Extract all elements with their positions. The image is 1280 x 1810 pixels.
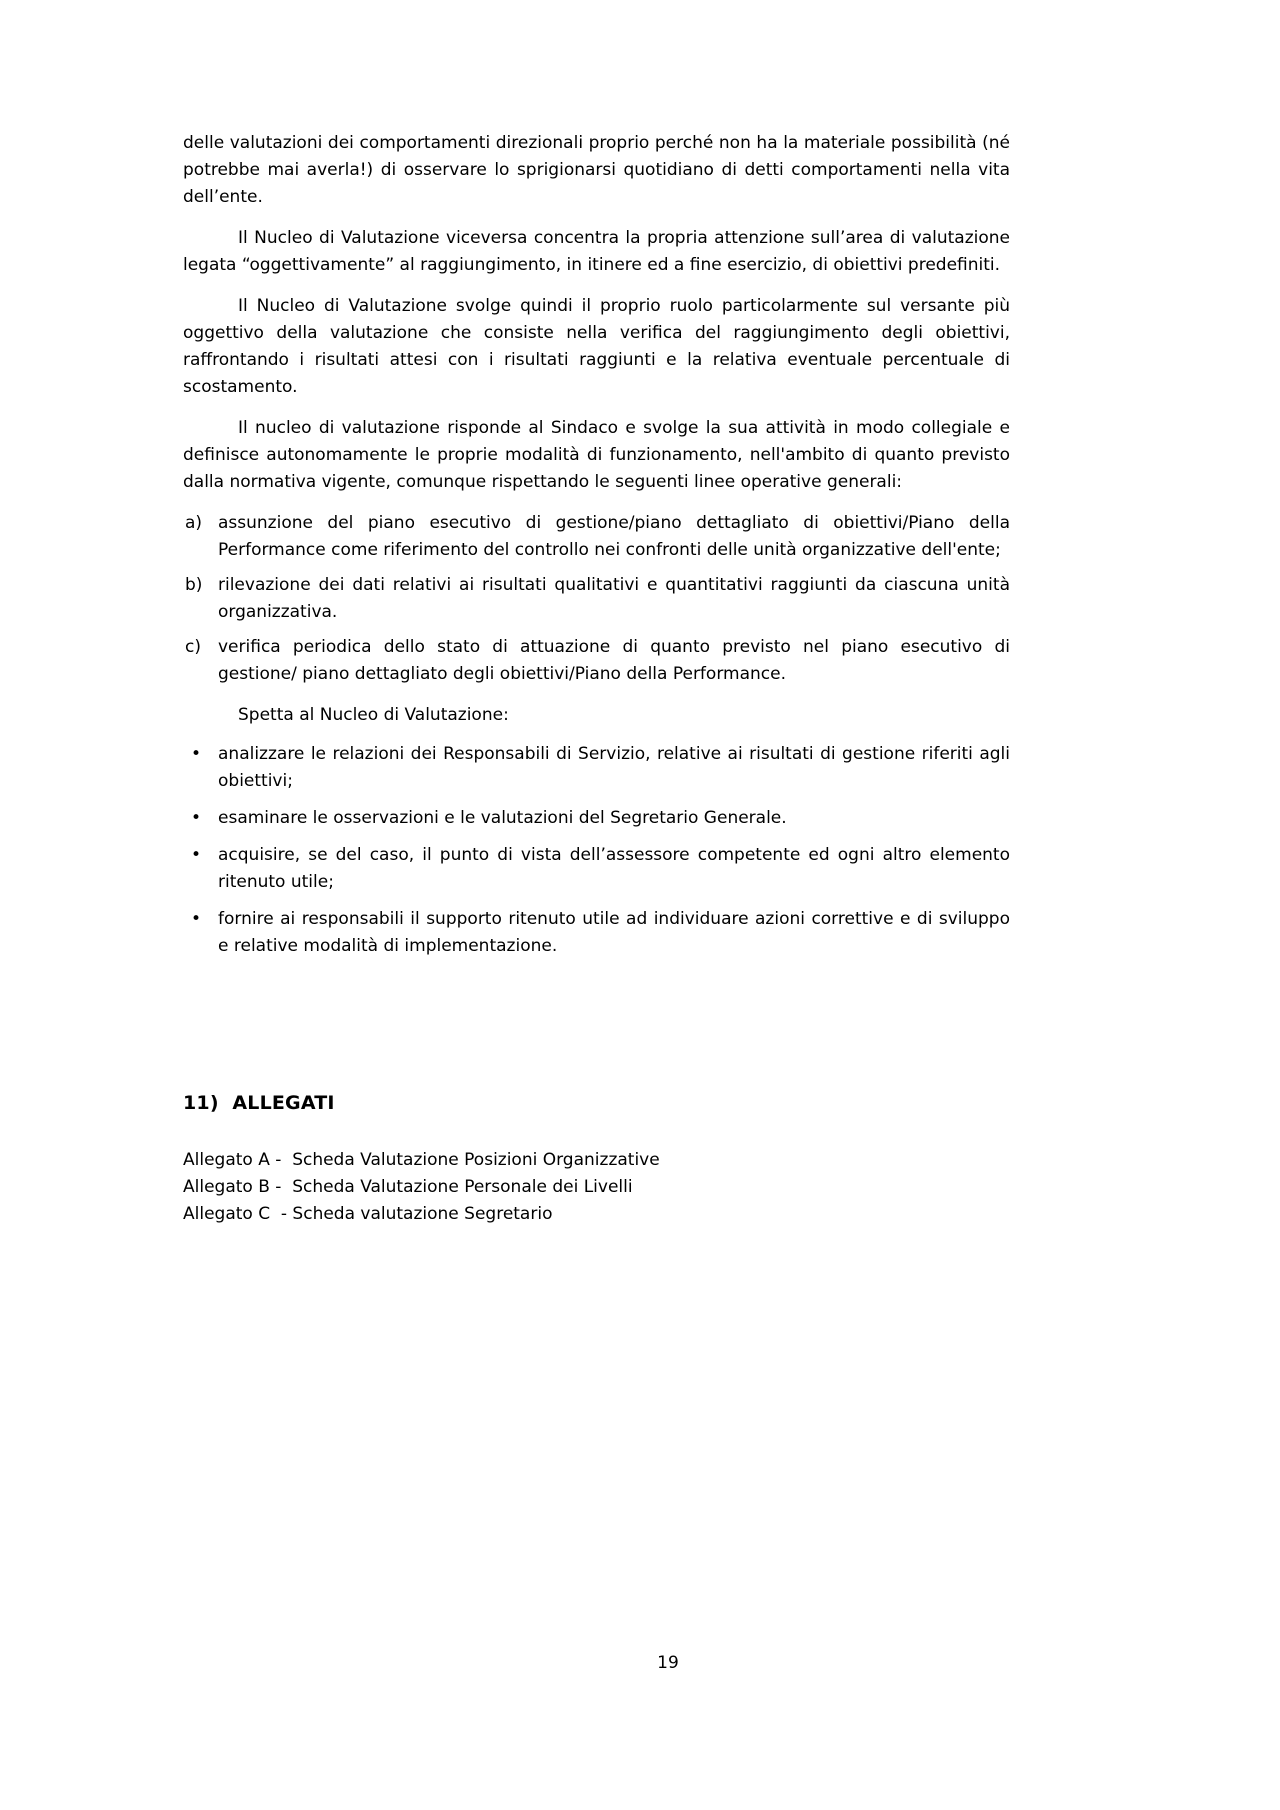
bullet-icon: • (191, 909, 202, 929)
bullet-item-fornire-text: fornire ai responsabili il supporto ritenuto utile ad individuare azioni correttive e di sviluppo e relative modalità di implementazione. (218, 909, 1010, 956)
attachments-list (183, 1147, 1010, 1228)
list-item-a-text: assunzione del piano esecutivo di gestione/piano dettagliato di obiettivi/Piano della Performance come riferimento del controllo nei confronti delle unità organizzative dell'ente; (218, 513, 1010, 560)
bullet-list (183, 741, 1010, 960)
list-item-b-text: rilevazione dei dati relativi ai risultati qualitativi e quantitativi raggiunti da ciascuna unità organizzativa. (218, 575, 1010, 622)
bullet-icon: • (191, 845, 202, 865)
document-body (183, 130, 1010, 1228)
page-number: 19 (657, 1653, 679, 1673)
list-item-c (183, 634, 1010, 688)
bullet-item-analizzare-text: analizzare le relazioni dei Responsabili di Servizio, relative ai risultati di gestione riferiti agli obiettivi; (218, 744, 1010, 791)
list-marker-a: a) (185, 513, 203, 533)
attachment-b: Allegato B - Scheda Valutazione Personale dei Livelli (183, 1177, 633, 1197)
list-item-c-text: verifica periodica dello stato di attuazione di quanto previsto nel piano esecutivo di gestione/ piano dettagliato degli obiettivi/Piano della Performance. (218, 637, 1010, 684)
bullet-item-fornire (183, 906, 1010, 960)
list-marker-b: b) (185, 575, 203, 595)
attachment-c: Allegato C - Scheda valutazione Segretario (183, 1204, 553, 1224)
list-item-a (183, 510, 1010, 564)
lettered-list (183, 510, 1010, 688)
bullet-icon: • (191, 808, 202, 828)
bullet-item-acquisire (183, 842, 1010, 896)
paragraph-nucleo-viceversa: Il Nucleo di Valutazione viceversa concentra la propria attenzione sull’area di valutazione legata “oggettivamente” al raggiungimento, in itinere ed a fine esercizio, di obiettivi predefiniti. (183, 228, 1010, 275)
paragraph-continuation: delle valutazioni dei comportamenti direzionali proprio perché non ha la materiale possibilità (né potrebbe mai averla!) di osservare lo sprigionarsi quotidiano di detti comportamenti nella vita dell’ente. (183, 133, 1010, 207)
paragraph-nucleo-sindaco: Il nucleo di valutazione risponde al Sindaco e svolge la sua attività in modo collegiale e definisce autonomamente le proprie modalità di funzionamento, nell'ambito di quanto previsto dalla normativa vigente, comunque rispettando le seguenti linee operative generali: (183, 418, 1010, 492)
list-marker-c: c) (185, 637, 201, 657)
bullet-item-esaminare (183, 805, 1010, 832)
bullet-item-analizzare (183, 741, 1010, 795)
bullet-item-acquisire-text: acquisire, se del caso, il punto di vista dell’assessore competente ed ogni altro elemento ritenuto utile; (218, 845, 1010, 892)
section-heading-allegati: 11) ALLEGATI (183, 1092, 335, 1114)
bullet-icon: • (191, 744, 202, 764)
paragraph-spetta: Spetta al Nucleo di Valutazione: (238, 705, 509, 725)
bullet-item-esaminare-text: esaminare le osservazioni e le valutazioni del Segretario Generale. (218, 808, 787, 828)
paragraph-nucleo-ruolo: Il Nucleo di Valutazione svolge quindi il proprio ruolo particolarmente sul versante più oggettivo della valutazione che consiste nella verifica del raggiungimento degli obiettivi, raffrontando i risultati attesi con i risultati raggiunti e la relativa eventuale percentuale di scostamento. (183, 296, 1010, 397)
list-item-b (183, 572, 1010, 626)
attachment-a: Allegato A - Scheda Valutazione Posizioni Organizzative (183, 1150, 660, 1170)
